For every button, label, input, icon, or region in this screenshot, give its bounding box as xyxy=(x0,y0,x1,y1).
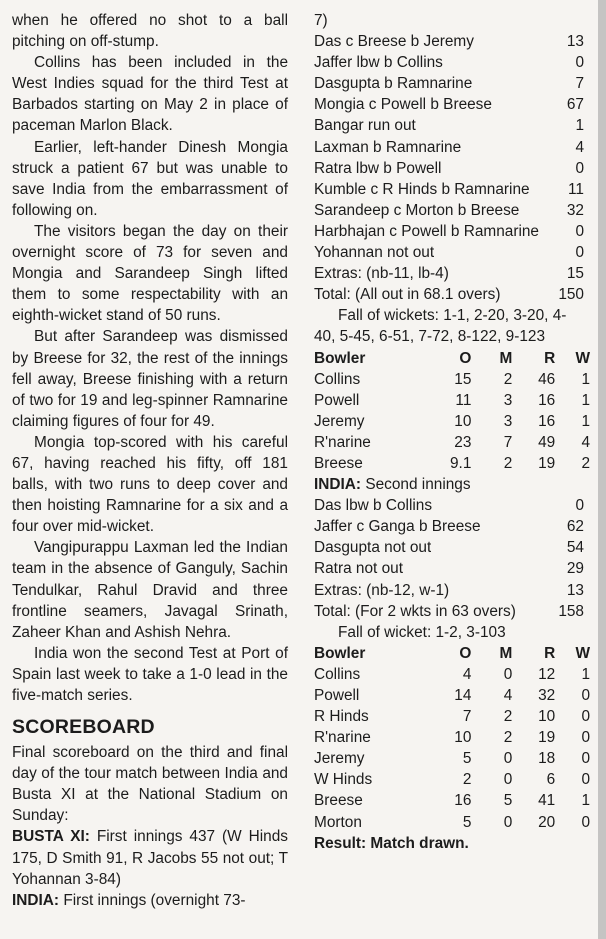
bowling-row xyxy=(314,685,590,706)
wickets-value: 2 xyxy=(581,454,590,472)
overs-value: 2 xyxy=(462,771,472,789)
maidens-value: 2 xyxy=(503,729,513,747)
maidens-value: 0 xyxy=(503,665,513,683)
bowler-name: Jeremy xyxy=(314,412,365,430)
wickets-header: W xyxy=(575,644,590,662)
runs-value: 0 xyxy=(575,222,584,240)
bowling-header-row xyxy=(314,348,590,369)
batsman-entry: Das c Breese b Jeremy xyxy=(314,33,474,51)
overs-value: 10 xyxy=(454,729,472,747)
bowler-header: Bowler xyxy=(314,644,366,662)
runs-value: 29 xyxy=(566,560,584,578)
first-innings-batting xyxy=(314,31,590,305)
paragraph: India won the second Test at Port of Spain last week to take a 1-0 lead in the five-match series. xyxy=(12,644,288,704)
wickets-value: 1 xyxy=(581,370,590,388)
maidens-value: 3 xyxy=(503,391,513,409)
maidens-value: 2 xyxy=(503,370,513,388)
first-innings-bowling-table xyxy=(314,348,590,475)
batsman-entry: Das lbw b Collins xyxy=(314,497,433,515)
runs-value: 0 xyxy=(575,497,584,515)
runs-conceded-value: 16 xyxy=(538,412,556,430)
fall-of-wickets: Fall of wickets: 1-1, 2-20, 3-20, 4- xyxy=(338,307,567,325)
bowling-row xyxy=(314,727,590,748)
wickets-value: 1 xyxy=(581,665,590,683)
bowling-header-row xyxy=(314,643,590,664)
batsman-entry: Yohannan not out xyxy=(314,244,435,262)
bowler-name: Collins xyxy=(314,370,361,388)
maidens-value: 0 xyxy=(503,771,513,789)
bowler-name: Breese xyxy=(314,792,363,810)
wickets-value: 1 xyxy=(581,412,590,430)
runs-conceded-value: 20 xyxy=(538,813,556,831)
runs-value: 13 xyxy=(566,581,584,599)
bowler-name: R'narine xyxy=(314,729,371,747)
runs-header: R xyxy=(544,644,556,662)
maidens-value: 7 xyxy=(503,433,513,451)
runs-conceded-value: 16 xyxy=(538,391,556,409)
maidens-header: M xyxy=(499,349,513,367)
bowling-row xyxy=(314,748,590,769)
innings-title: Second innings xyxy=(365,476,471,494)
batsman-entry: Extras: (nb-12, w-1) xyxy=(314,581,450,599)
bowler-name: Morton xyxy=(314,813,362,831)
runs-value: 0 xyxy=(575,54,584,72)
team-label: BUSTA XI: xyxy=(12,828,90,846)
batting-row xyxy=(314,179,590,200)
overs-value: 9.1 xyxy=(450,454,472,472)
batting-row xyxy=(314,516,590,537)
team-label: INDIA: xyxy=(12,891,60,909)
maidens-value: 3 xyxy=(503,412,513,430)
bowling-row xyxy=(314,432,590,453)
bowling-row xyxy=(314,706,590,727)
maidens-value: 0 xyxy=(503,813,513,831)
batsman-entry: Jaffer lbw b Collins xyxy=(314,54,443,72)
busta-first-innings xyxy=(12,826,288,889)
page-edge-shadow xyxy=(598,0,606,939)
paragraph: when he offered no shot to a ball pitching on off-stump. xyxy=(12,12,288,51)
batsman-entry: Ratra lbw b Powell xyxy=(314,159,442,177)
continued-text: 7) xyxy=(314,12,328,29)
bowler-name: Jeremy xyxy=(314,750,365,768)
team-label: INDIA: xyxy=(314,476,362,494)
runs-value: 4 xyxy=(575,138,584,156)
bowler-name: W Hinds xyxy=(314,771,373,789)
batting-row xyxy=(314,221,590,242)
batting-row xyxy=(314,495,590,516)
innings-summary: First innings (overnight 73- xyxy=(63,891,246,909)
batting-row xyxy=(314,580,590,601)
second-innings-heading xyxy=(314,474,590,495)
runs-value: 11 xyxy=(568,180,584,198)
runs-conceded-value: 19 xyxy=(538,729,556,747)
batsman-entry: Total: (All out in 68.1 overs) xyxy=(314,286,501,304)
overs-header: O xyxy=(459,349,472,367)
bowling-row xyxy=(314,664,590,685)
runs-value: 32 xyxy=(566,201,584,219)
bowler-name: Breese xyxy=(314,454,363,472)
runs-conceded-value: 19 xyxy=(538,454,556,472)
batting-row xyxy=(314,284,590,305)
paragraph: The visitors began the day on their overnight score of 73 for seven and Mongia and Sarandeep Singh lifted them to some respectability with an eighth-wicket stand of 50 runs. xyxy=(12,222,288,325)
bowling-row xyxy=(314,812,590,833)
bowler-name: Powell xyxy=(314,687,360,704)
batting-row xyxy=(314,558,590,579)
bowler-name: Collins xyxy=(314,665,361,683)
maidens-value: 2 xyxy=(503,708,513,726)
wickets-header: W xyxy=(575,349,590,367)
second-innings-bowling-table xyxy=(314,643,590,833)
batting-row xyxy=(314,242,590,263)
batsman-entry: Dasgupta not out xyxy=(314,539,432,557)
batsman-entry: Ratra not out xyxy=(314,560,403,578)
fall-of-wickets: 40, 5-45, 6-51, 7-72, 8-122, 9-123 xyxy=(314,328,546,346)
bowling-row xyxy=(314,411,590,432)
batsman-entry: Kumble c R Hinds b Ramnarine xyxy=(314,180,530,198)
batting-row xyxy=(314,73,590,94)
overs-value: 5 xyxy=(462,813,472,831)
runs-conceded-value: 49 xyxy=(538,433,556,451)
paragraph: Final scoreboard on the third and final day of the tour match between India and Busta XI at the National Stadium on Sunday: xyxy=(12,744,288,825)
wickets-value: 0 xyxy=(581,771,590,789)
runs-value: 0 xyxy=(575,159,584,177)
runs-conceded-value: 41 xyxy=(538,792,556,810)
paragraph: Collins has been included in the West Indies squad for the third Test at Barbados starting on May 2 in place of paceman Marlon Black. xyxy=(12,54,288,135)
runs-value: 15 xyxy=(566,265,584,283)
wickets-value: 4 xyxy=(581,433,590,451)
second-innings-batting xyxy=(314,495,590,622)
runs-value: 158 xyxy=(558,602,584,620)
batting-row xyxy=(314,200,590,221)
batsman-entry: Jaffer c Ganga b Breese xyxy=(314,518,481,536)
wickets-value: 0 xyxy=(581,708,590,726)
runs-value: 7 xyxy=(575,75,584,93)
wickets-value: 0 xyxy=(581,813,590,831)
scoreboard-right-column xyxy=(314,10,590,854)
batsman-entry: Laxman b Ramnarine xyxy=(314,138,462,156)
runs-conceded-value: 10 xyxy=(538,708,556,726)
batting-row xyxy=(314,537,590,558)
batting-row xyxy=(314,52,590,73)
overs-value: 16 xyxy=(454,792,472,810)
overs-value: 5 xyxy=(462,750,472,768)
overs-value: 11 xyxy=(455,391,472,409)
overs-value: 10 xyxy=(454,412,472,430)
runs-header: R xyxy=(544,349,556,367)
runs-conceded-value: 12 xyxy=(538,665,556,683)
bowling-row xyxy=(314,453,590,474)
wickets-value: 0 xyxy=(581,750,590,768)
batting-row xyxy=(314,31,590,52)
paragraph: Vangipurappu Laxman led the Indian team in the absence of Ganguly, Sachin Tendulkar, Rahul Dravid and three frontline seamers, Javagal Srinath, Zaheer Khan and Ashish Nehra. xyxy=(12,539,288,641)
batsman-entry: Mongia c Powell b Breese xyxy=(314,96,492,114)
batsman-entry: Extras: (nb-11, lb-4) xyxy=(314,265,449,283)
bowling-row xyxy=(314,769,590,790)
scoreboard-heading: SCOREBOARD xyxy=(12,716,155,739)
overs-value: 23 xyxy=(454,433,472,451)
runs-conceded-value: 6 xyxy=(546,771,556,789)
runs-value: 67 xyxy=(566,96,584,114)
runs-conceded-value: 46 xyxy=(538,370,556,388)
batsman-entry: Harbhajan c Powell b Ramnarine xyxy=(314,222,539,240)
batsman-entry: Dasgupta b Ramnarine xyxy=(314,75,473,93)
maidens-value: 5 xyxy=(503,792,513,810)
paragraph: But after Sarandeep was dismissed by Breese for 32, the rest of the innings fell away, Breese finishing with a return of two for 19 and leg-spinner Ramnarine claiming figures of four for 49. xyxy=(12,328,288,430)
paragraph: Mongia top-scored with his careful 67, having reached his fifty, off 181 balls, with two runs to deep cover and then hoisting Ramnarine for a six and a four over mid-wicket. xyxy=(12,433,288,536)
runs-value: 62 xyxy=(566,518,584,536)
fall-of-wickets: Fall of wicket: 1-2, 3-103 xyxy=(338,623,506,641)
wickets-value: 0 xyxy=(581,687,590,704)
batting-row xyxy=(314,601,590,622)
maidens-value: 4 xyxy=(503,687,513,704)
runs-value: 150 xyxy=(558,286,584,304)
batting-row xyxy=(314,158,590,179)
runs-conceded-value: 32 xyxy=(538,687,556,704)
runs-conceded-value: 18 xyxy=(538,750,556,768)
wickets-value: 0 xyxy=(581,729,590,747)
article-left-column xyxy=(12,10,288,911)
overs-value: 14 xyxy=(454,687,472,704)
overs-value: 15 xyxy=(454,370,472,388)
bowling-row xyxy=(314,390,590,411)
maidens-header: M xyxy=(499,644,513,662)
batting-row xyxy=(314,94,590,115)
batsman-entry: Bangar run out xyxy=(314,117,416,135)
maidens-value: 2 xyxy=(503,454,513,472)
batting-row xyxy=(314,263,590,284)
bowler-name: Powell xyxy=(314,391,360,409)
wickets-value: 1 xyxy=(581,792,590,810)
match-result: Result: Match drawn. xyxy=(314,834,469,852)
batsman-entry: Sarandeep c Morton b Breese xyxy=(314,201,520,219)
bowling-row xyxy=(314,369,590,390)
innings-summary: First innings 437 (W Hinds 175, D Smith 91, R Jacobs 55 not out; T Yohannan 3-84) xyxy=(12,828,288,888)
maidens-value: 0 xyxy=(503,750,513,768)
bowler-header: Bowler xyxy=(314,349,366,367)
wickets-value: 1 xyxy=(581,391,590,409)
runs-value: 13 xyxy=(566,33,584,51)
runs-value: 1 xyxy=(575,117,584,135)
runs-value: 54 xyxy=(566,539,584,557)
overs-value: 7 xyxy=(462,708,472,726)
batsman-entry: Total: (For 2 wkts in 63 overs) xyxy=(314,602,516,620)
overs-value: 4 xyxy=(462,665,472,683)
paragraph: Earlier, left-hander Dinesh Mongia struck a patient 67 but was unable to save India from the embarrassment of following on. xyxy=(12,138,288,219)
bowler-name: R Hinds xyxy=(314,708,369,726)
batting-row xyxy=(314,115,590,136)
runs-value: 0 xyxy=(575,244,584,262)
overs-header: O xyxy=(459,644,472,662)
india-first-innings-intro xyxy=(12,890,288,911)
bowler-name: R'narine xyxy=(314,433,371,451)
bowling-row xyxy=(314,790,590,811)
batting-row xyxy=(314,137,590,158)
